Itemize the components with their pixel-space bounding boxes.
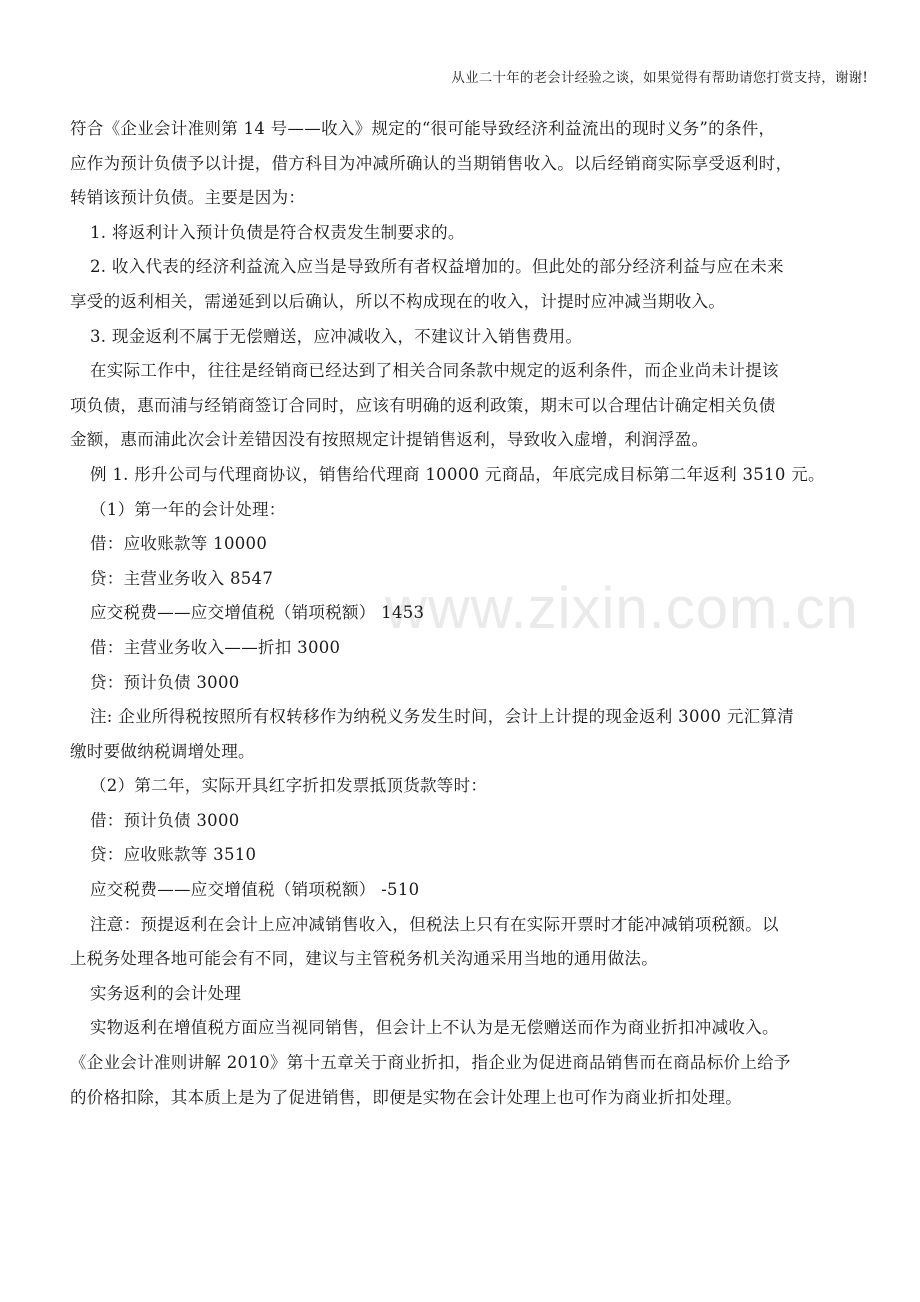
journal-entry: 贷：应收账款等 3510: [90, 845, 257, 865]
note-line: 注意：预提返利在会计上应冲减销售收入，但税法上只有在实际开票时才能冲减销项税额。以: [90, 914, 779, 934]
subheading: （1）第一年的会计处理：: [90, 499, 286, 519]
note-line: 缴时要做纳税调增处理。: [70, 741, 255, 761]
paragraph-line: 符合《企业会计准则第 14 号——收入》规定的“很可能导致经济利益流出的现时义务”的条件，: [70, 119, 776, 138]
subheading: （2）第二年，实际开具红字折扣发票抵顶货款等时：: [90, 776, 488, 796]
journal-entry: 贷：主营业务收入 8547: [90, 568, 274, 588]
paragraph-line: 应作为预计负债予以计提，借方科目为冲减所确认的当期销售收入。以后经销商实际享受返利时，: [70, 153, 793, 173]
watermark: www.zixin.com.cn: [385, 576, 859, 641]
list-item: 1. 将返利计入预计负债是符合权责发生制要求的。: [90, 222, 465, 242]
paragraph-line: 实物返利在增值税方面应当视同销售，但会计上不认为是无偿赠送而作为商业折扣冲减收入。: [90, 1018, 779, 1038]
example-line: 例 1. 彤升公司与代理商协议，销售给代理商 10000 元商品，年底完成目标第二年返利 3510 元。: [90, 464, 825, 484]
note-line: 上税务处理各地可能会有不同，建议与主管税务机关沟通采用当地的通用做法。: [70, 949, 658, 969]
journal-entry: 应交税费——应交增值税（销项税额） 1453: [90, 603, 425, 623]
journal-entry: 贷：预计负债 3000: [90, 672, 240, 692]
journal-entry: 应交税费——应交增值税（销项税额） -510: [90, 880, 420, 900]
list-item: 3. 现金返利不属于无偿赠送，应冲减收入，不建议计入销售费用。: [90, 326, 583, 346]
journal-entry: 借：主营业务收入——折扣 3000: [90, 637, 341, 657]
document-body: [70, 112, 860, 1115]
paragraph-line: 的价格扣除，其本质上是为了促进销售，即便是实物在会计处理上也可作为商业折扣处理。: [70, 1087, 742, 1107]
journal-entry: 借：预计负债 3000: [90, 810, 240, 830]
section-heading: 实务返利的会计处理: [90, 983, 242, 1003]
note-line: 注: 企业所得税按照所有权转移作为纳税义务发生时间，会计上计提的现金返利 3000 元汇算清: [90, 707, 795, 727]
header-note: 从业二十年的老会计经验之谈，如果觉得有帮助请您打赏支持，谢谢!: [451, 70, 868, 86]
paragraph-line: 《企业会计准则讲解 2010》第十五章关于商业折扣，指企业为促进商品销售而在商品标价上给予: [70, 1053, 791, 1073]
paragraph-line: 金额，惠而浦此次会计差错因没有按照规定计提销售返利，导致收入虚增，利润浮盈。: [70, 430, 709, 450]
paragraph-line: 项负债，惠而浦与经销商签订合同时，应该有明确的返利政策，期末可以合理估计确定相关负债: [70, 395, 776, 415]
paragraph-line: 在实际工作中，往往是经销商已经达到了相关合同条款中规定的返利条件，而企业尚未计提该: [90, 361, 779, 381]
paragraph-line: 转销该预计负债。主要是因为：: [70, 188, 306, 208]
journal-entry: 借：应收账款等 10000: [90, 534, 268, 554]
paragraph-line: 享受的返利相关，需递延到以后确认，所以不构成现在的收入，计提时应冲减当期收入。: [70, 291, 726, 311]
list-item: 2. 收入代表的经济利益流入应当是导致所有者权益增加的。但此处的部分经济利益与应在未来: [90, 257, 784, 277]
